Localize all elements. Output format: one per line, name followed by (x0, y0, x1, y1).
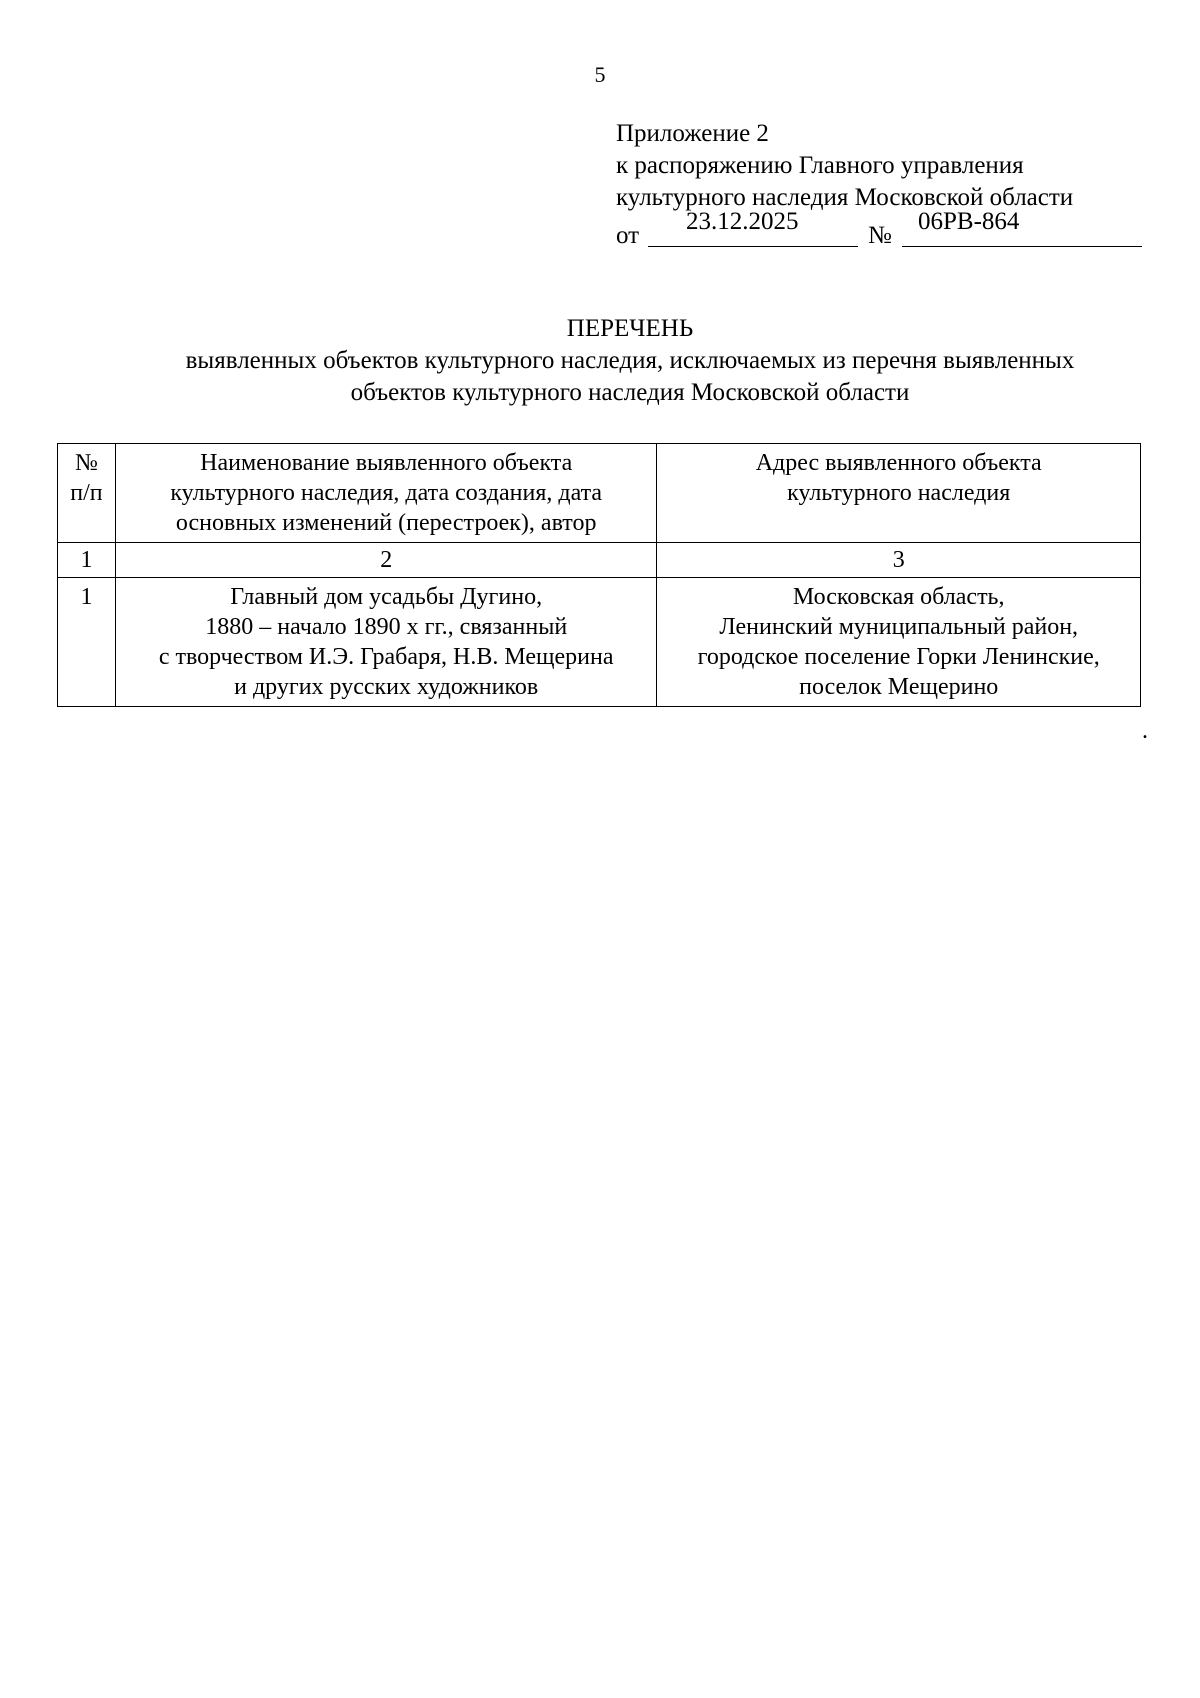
header-number-line: № (75, 450, 98, 476)
column-number-row (58, 543, 1141, 578)
header-address-line: Адрес выявленного объекта (755, 450, 1042, 476)
title-heading: ПЕРЕЧЕНЬ (566, 315, 694, 342)
header-address-line: культурного наследия (787, 480, 1011, 506)
from-label: от (616, 222, 640, 249)
column-number: 1 (58, 543, 116, 578)
appendix-reference: к распоряжению Главного управления (616, 152, 1024, 179)
appendix-title: Приложение 2 (616, 120, 769, 147)
object-address-line: Московская область, (792, 584, 1005, 610)
table-header-row (58, 444, 1141, 543)
header-number (58, 444, 116, 543)
document-title (100, 313, 1160, 409)
heritage-objects-table (57, 443, 1141, 707)
number-sign: № (868, 222, 892, 249)
object-address-line: городское поселение Горки Ленинские, (697, 644, 1100, 670)
object-name-line: 1880 – начало 1890 х гг., связанный (205, 614, 568, 640)
appendix-date-number-line (616, 208, 1156, 249)
header-address (657, 444, 1141, 543)
appendix-block (616, 118, 1156, 248)
title-line-1: выявленных объектов культурного наследия, исключаемых из перечня выявленных (185, 347, 1075, 374)
header-name-line: основных изменений (перестроек), автор (175, 510, 597, 536)
appendix-authority: культурного наследия Московской области (616, 184, 1074, 211)
header-name-line: Наименование выявленного объекта (200, 450, 573, 476)
page-number: 5 (594, 62, 606, 87)
object-address-line: поселок Мещерино (799, 674, 999, 700)
date-field (648, 208, 858, 247)
number-value: 06РВ-864 (918, 208, 1020, 235)
object-name (115, 578, 656, 707)
object-address-line: Ленинский муниципальный район, (719, 614, 1079, 640)
row-number: 1 (58, 578, 116, 707)
object-name-line: с творчеством И.Э. Грабаря, Н.В. Мещерина (158, 644, 614, 670)
object-name-line: и других русских художников (234, 674, 539, 700)
header-number-line: п/п (70, 480, 103, 506)
column-number: 2 (115, 543, 656, 578)
trailing-mark: . (1142, 718, 1148, 744)
header-name-line: культурного наследия, дата создания, дата (170, 480, 603, 506)
object-name-line: Главный дом усадьбы Дугино, (230, 584, 543, 610)
table-row (58, 578, 1141, 707)
column-number: 3 (657, 543, 1141, 578)
header-name (115, 444, 656, 543)
object-address (657, 578, 1141, 707)
title-line-2: объектов культурного наследия Московской области (350, 379, 910, 406)
number-field (902, 208, 1142, 247)
date-value: 23.12.2025 (686, 208, 799, 235)
